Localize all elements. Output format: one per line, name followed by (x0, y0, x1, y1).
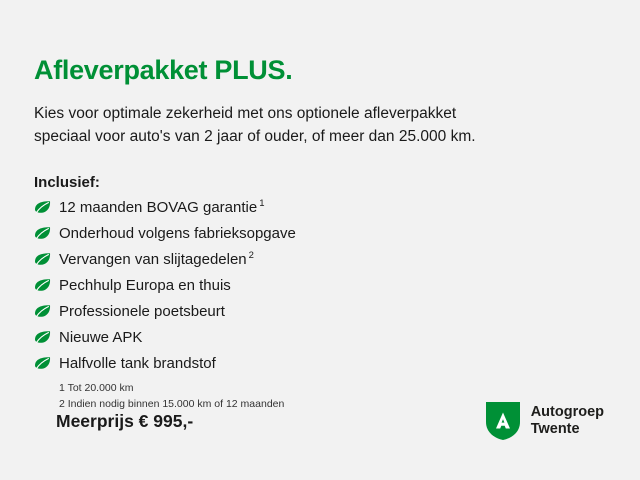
footnote-1: 1 Tot 20.000 km (59, 382, 134, 395)
page-title: Afleverpakket PLUS. (34, 55, 293, 85)
feature-label: Halfvolle tank brandstof (59, 355, 216, 373)
intro-line-1: Kies voor optimale zekerheid met ons optionele afleverpakket (34, 104, 457, 122)
shield-logo-icon (484, 400, 522, 442)
leaf-check-icon (34, 252, 51, 266)
feature-label: Nieuwe APK (59, 329, 143, 347)
footnote-ref: 1 (259, 198, 265, 210)
list-item (34, 277, 606, 295)
leaf-check-icon (34, 200, 51, 214)
intro-text (34, 102, 574, 149)
feature-label: 12 maanden BOVAG garantie $^1$ (59, 198, 265, 217)
list-item (34, 251, 606, 269)
brand-name (531, 404, 604, 439)
list-item (34, 355, 606, 373)
list-item (34, 329, 606, 347)
leaf-check-icon (34, 226, 51, 240)
feature-list (34, 199, 606, 373)
footnote-2: 2 Indien nodig binnen 15.000 km of 12 maanden (59, 397, 285, 410)
leaf-check-icon (34, 330, 51, 344)
leaf-check-icon (34, 356, 51, 370)
footnote-ref: 2 (248, 250, 254, 262)
list-item (34, 199, 606, 217)
feature-label: Onderhoud volgens fabrieksopgave (59, 225, 296, 243)
inclusief-label: Inclusief: (34, 174, 100, 192)
leaf-check-icon (34, 304, 51, 318)
brand-line-2: Twente (530, 421, 580, 437)
feature-label: Pechhulp Europa en thuis (59, 277, 231, 295)
intro-line-2: speciaal voor auto's van 2 jaar of ouder, of meer dan 25.000 km. (34, 127, 476, 145)
feature-label: Vervangen van slijtagedelen $^2$ (59, 250, 254, 269)
brand-logo (484, 400, 604, 442)
leaf-check-icon (34, 278, 51, 292)
feature-label: Professionele poetsbeurt (59, 303, 225, 321)
price-label: Meerprijs € 995,- (56, 411, 194, 431)
list-item (34, 225, 606, 243)
brand-line-1: Autogroep (530, 403, 604, 420)
list-item (34, 303, 606, 321)
